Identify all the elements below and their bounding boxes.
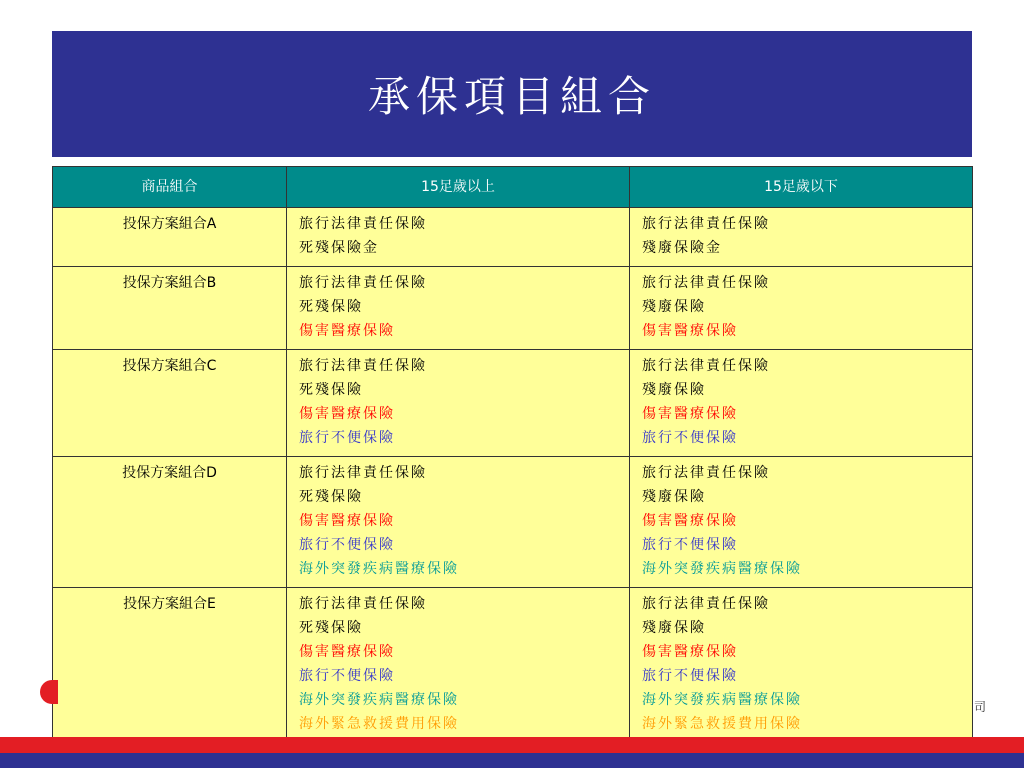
coverage-item: 旅行不便保險 xyxy=(642,537,738,553)
header-above-15: 15足歲以上 xyxy=(287,167,630,208)
coverage-item: 殘廢保險 xyxy=(642,489,706,505)
coverage-item: 海外緊急救援費用保險 xyxy=(642,716,802,732)
coverage-below-15-cell xyxy=(630,350,973,457)
plan-combo-cell: 投保方案組合A xyxy=(53,208,287,267)
coverage-item: 旅行不便保險 xyxy=(299,537,395,553)
coverage-item: 旅行法律責任保險 xyxy=(642,465,770,481)
coverage-above-15-cell xyxy=(287,350,630,457)
plan-combo-cell: 投保方案組合E xyxy=(53,588,287,744)
plan-combo-cell: 投保方案組合B xyxy=(53,267,287,350)
coverage-above-15-cell xyxy=(287,267,630,350)
coverage-item: 死殘保險 xyxy=(299,620,363,636)
plan-combo-cell: 投保方案組合D xyxy=(53,457,287,588)
coverage-item: 傷害醫療保險 xyxy=(299,323,395,339)
coverage-item: 海外突發疾病醫療保險 xyxy=(299,561,459,577)
coverage-above-15-cell xyxy=(287,588,630,744)
coverage-item: 傷害醫療保險 xyxy=(642,406,738,422)
coverage-below-15-cell xyxy=(630,457,973,588)
coverage-item: 旅行不便保險 xyxy=(642,430,738,446)
plan-combo-cell: 投保方案組合C xyxy=(53,350,287,457)
coverage-item: 死殘保險 xyxy=(299,382,363,398)
table-row xyxy=(53,267,973,350)
coverage-item: 殘廢保險 xyxy=(642,620,706,636)
coverage-above-15-cell xyxy=(287,208,630,267)
coverage-item: 海外緊急救援費用保險 xyxy=(299,716,459,732)
coverage-below-15-cell xyxy=(630,267,973,350)
coverage-item: 旅行法律責任保險 xyxy=(299,358,427,374)
footer-blue-stripe xyxy=(0,753,1024,768)
coverage-above-15-cell xyxy=(287,457,630,588)
coverage-table-container xyxy=(52,166,972,744)
table-row xyxy=(53,457,973,588)
coverage-item: 旅行法律責任保險 xyxy=(642,275,770,291)
table-header-row xyxy=(53,167,973,208)
coverage-item: 旅行法律責任保險 xyxy=(642,358,770,374)
table-row xyxy=(53,588,973,744)
coverage-item: 死殘保險 xyxy=(299,489,363,505)
coverage-item: 殘廢保險 xyxy=(642,382,706,398)
coverage-item: 傷害醫療保險 xyxy=(299,406,395,422)
company-logo-fragment xyxy=(40,680,58,704)
coverage-item: 旅行不便保險 xyxy=(299,668,395,684)
coverage-item: 傷害醫療保險 xyxy=(642,513,738,529)
coverage-item: 海外突發疾病醫療保險 xyxy=(299,692,459,708)
coverage-item: 旅行法律責任保險 xyxy=(642,216,770,232)
coverage-item: 殘廢保險 xyxy=(642,299,706,315)
footer-company-text: 司 xyxy=(974,700,987,714)
coverage-item: 旅行法律責任保險 xyxy=(299,465,427,481)
coverage-table xyxy=(52,166,973,744)
header-below-15: 15足歲以下 xyxy=(630,167,973,208)
header-combo: 商品組合 xyxy=(53,167,287,208)
coverage-item: 海外突發疾病醫療保險 xyxy=(642,561,802,577)
footer-red-stripe xyxy=(0,737,1024,753)
coverage-item: 旅行法律責任保險 xyxy=(299,216,427,232)
coverage-item: 旅行法律責任保險 xyxy=(299,275,427,291)
title-banner xyxy=(52,31,972,157)
coverage-below-15-cell xyxy=(630,588,973,744)
table-row xyxy=(53,350,973,457)
coverage-item: 海外突發疾病醫療保險 xyxy=(642,692,802,708)
coverage-item: 傷害醫療保險 xyxy=(642,644,738,660)
coverage-item: 旅行法律責任保險 xyxy=(642,596,770,612)
table-row xyxy=(53,208,973,267)
page-title: 承保項目組合 xyxy=(367,72,656,121)
coverage-item: 傷害醫療保險 xyxy=(299,644,395,660)
coverage-item: 旅行不便保險 xyxy=(642,668,738,684)
coverage-item: 傷害醫療保險 xyxy=(642,323,738,339)
coverage-item: 死殘保險 xyxy=(299,299,363,315)
coverage-item: 旅行法律責任保險 xyxy=(299,596,427,612)
coverage-item: 殘廢保險金 xyxy=(642,240,722,256)
coverage-item: 旅行不便保險 xyxy=(299,430,395,446)
coverage-item: 死殘保險金 xyxy=(299,240,379,256)
coverage-below-15-cell xyxy=(630,208,973,267)
coverage-item: 傷害醫療保險 xyxy=(299,513,395,529)
